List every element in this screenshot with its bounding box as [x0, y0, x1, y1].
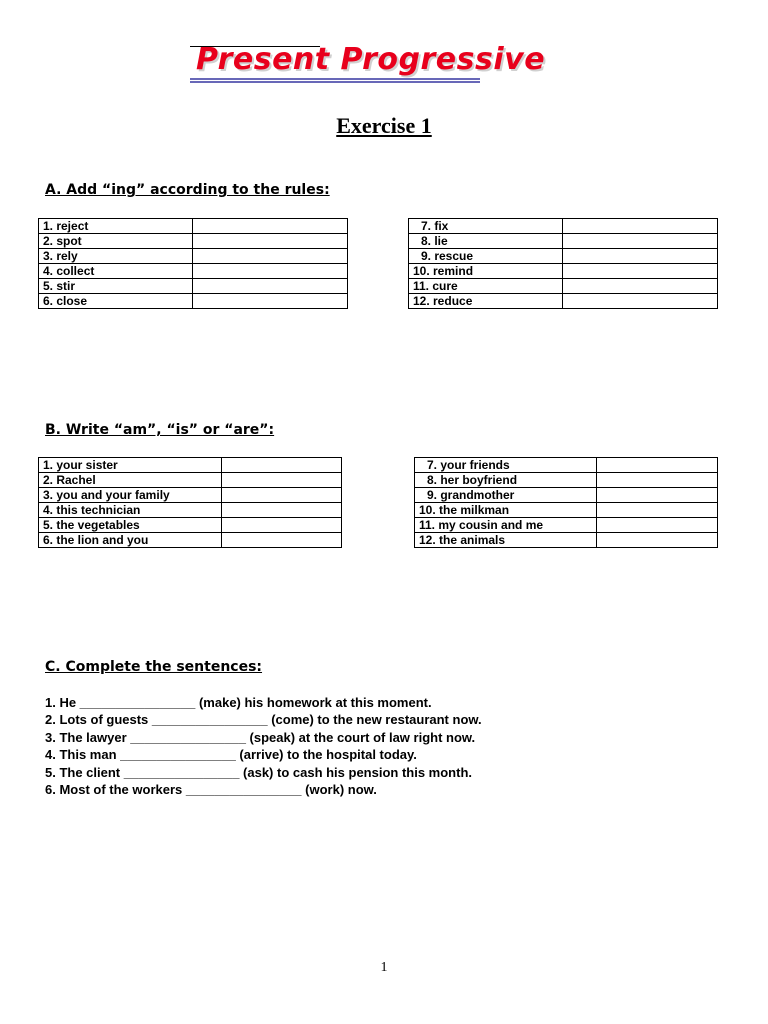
answer-cell[interactable]: [563, 264, 718, 279]
table-row: [415, 518, 718, 533]
section-c-heading: C. Complete the sentences:: [45, 659, 263, 675]
word-cell: 12. the animals: [415, 533, 597, 548]
word-cell: 9. grandmother: [415, 488, 597, 503]
sentence-list: [45, 694, 482, 798]
answer-cell[interactable]: [563, 279, 718, 294]
table-row: [409, 249, 718, 264]
word-cell: 6. the lion and you: [39, 533, 222, 548]
table-row: [409, 294, 718, 309]
answer-cell[interactable]: [193, 249, 348, 264]
word-cell: 4. collect: [39, 264, 193, 279]
sentence-item: 4. This man ________________ (arrive) to the hospital today.: [45, 747, 417, 763]
table-row: [409, 234, 718, 249]
answer-cell[interactable]: [222, 473, 342, 488]
word-cell: 2. spot: [39, 234, 193, 249]
exercise-heading: Exercise 1: [336, 113, 432, 138]
answer-cell[interactable]: [563, 234, 718, 249]
table-row: [415, 473, 718, 488]
answer-cell[interactable]: [563, 294, 718, 309]
table-row: [415, 503, 718, 518]
table-row: [409, 279, 718, 294]
word-cell: 2. Rachel: [39, 473, 222, 488]
word-cell: 11. my cousin and me: [415, 518, 597, 533]
sentence-item: 2. Lots of guests ________________ (come) to the new restaurant now.: [45, 712, 482, 728]
table-row: [39, 533, 342, 548]
word-cell: 3. you and your family: [39, 488, 222, 503]
word-cell: 6. close: [39, 294, 193, 309]
word-cell: 5. the vegetables: [39, 518, 222, 533]
answer-cell[interactable]: [597, 503, 718, 518]
answer-cell[interactable]: [222, 518, 342, 533]
section-b-right-table: [414, 457, 718, 548]
table-row: [39, 503, 342, 518]
answer-cell[interactable]: [597, 488, 718, 503]
table-row: [39, 249, 348, 264]
table-row: [39, 458, 342, 473]
section-a-right-table: [408, 218, 718, 309]
answer-cell[interactable]: [193, 294, 348, 309]
word-cell: 5. stir: [39, 279, 193, 294]
answer-cell[interactable]: [222, 503, 342, 518]
title-underline: [190, 78, 480, 85]
page-number: 1: [380, 960, 388, 975]
sentence-item: 1. He ________________ (make) his homework at this moment.: [45, 695, 432, 710]
table-row: [39, 219, 348, 234]
table-row: [39, 518, 342, 533]
word-cell: 10. remind: [409, 264, 563, 279]
word-cell: 9. rescue: [409, 249, 563, 264]
answer-cell[interactable]: [193, 279, 348, 294]
sentence-item: 6. Most of the workers ________________ (work) now.: [45, 781, 377, 797]
answer-cell[interactable]: [597, 458, 718, 473]
table-row: [409, 264, 718, 279]
answer-cell[interactable]: [193, 264, 348, 279]
answer-cell[interactable]: [597, 473, 718, 488]
table-row: [39, 234, 348, 249]
word-cell: 10. the milkman: [415, 503, 597, 518]
table-row: [409, 219, 718, 234]
table-row: [415, 458, 718, 473]
answer-cell[interactable]: [193, 219, 348, 234]
table-row: [39, 473, 342, 488]
document-title: Present Progressive: [196, 42, 546, 77]
section-b-left-table: [38, 457, 342, 548]
word-cell: 1. your sister: [39, 458, 222, 473]
word-cell: 4. this technician: [39, 503, 222, 518]
answer-cell[interactable]: [193, 234, 348, 249]
word-cell: 8. her boyfriend: [415, 473, 597, 488]
word-cell: 12. reduce: [409, 294, 563, 309]
table-row: [39, 294, 348, 309]
answer-cell[interactable]: [222, 458, 342, 473]
answer-cell[interactable]: [222, 488, 342, 503]
word-cell: 3. rely: [39, 249, 193, 264]
word-cell: 11. cure: [409, 279, 563, 294]
table-row: [415, 488, 718, 503]
sentence-item: 3. The lawyer ________________ (speak) at the court of law right now.: [45, 729, 476, 745]
answer-cell[interactable]: [597, 533, 718, 548]
sentence-item: 5. The client ________________ (ask) to cash his pension this month.: [45, 764, 473, 780]
word-cell: 8. lie: [409, 234, 563, 249]
section-a-left-table: [38, 218, 348, 309]
answer-cell[interactable]: [563, 249, 718, 264]
answer-cell[interactable]: [597, 518, 718, 533]
section-b-heading: B. Write “am”, “is” or “are”:: [45, 422, 275, 438]
word-cell: 7. your friends: [415, 458, 597, 473]
table-row: [39, 488, 342, 503]
answer-cell[interactable]: [222, 533, 342, 548]
table-row: [415, 533, 718, 548]
table-row: [39, 279, 348, 294]
answer-cell[interactable]: [563, 219, 718, 234]
table-row: [39, 264, 348, 279]
section-a-heading: A. Add “ing” according to the rules:: [45, 182, 330, 198]
word-cell: 7. fix: [409, 219, 563, 234]
word-cell: 1. reject: [39, 219, 193, 234]
